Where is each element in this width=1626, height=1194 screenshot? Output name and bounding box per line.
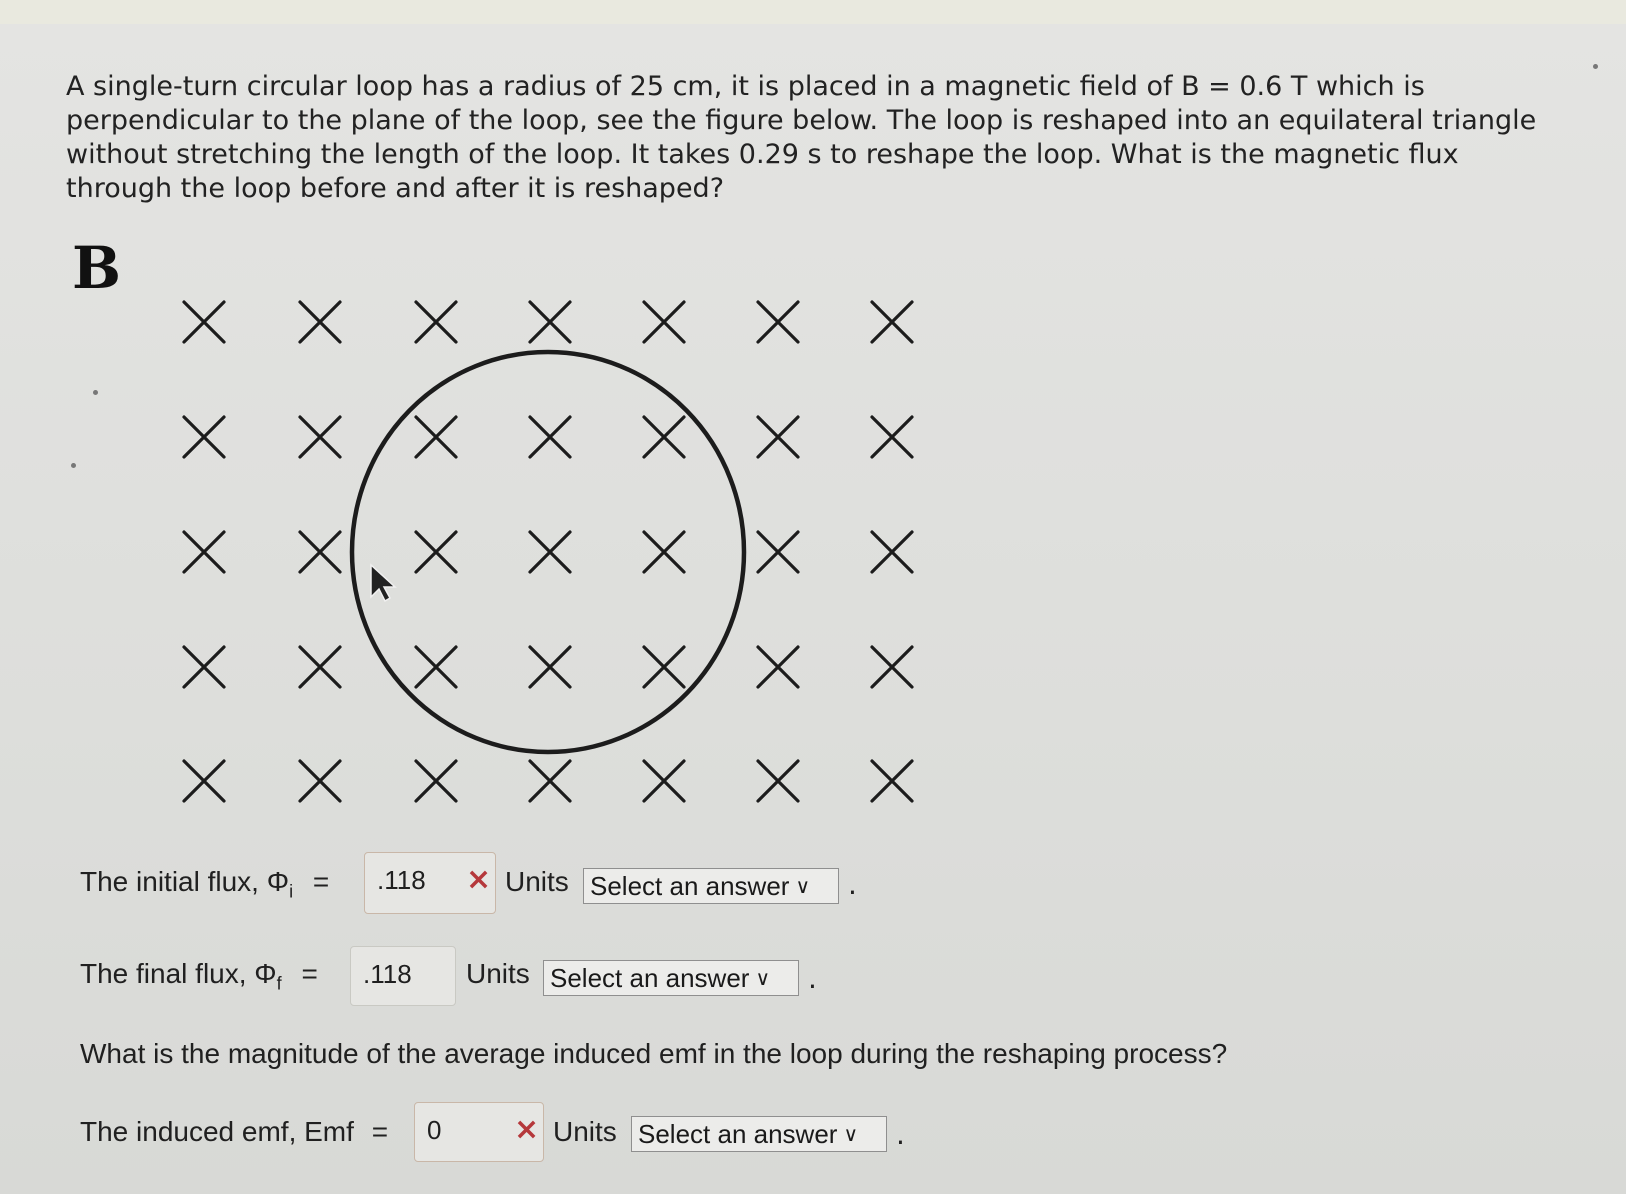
induced-emf-period: .	[896, 1118, 905, 1151]
initial-flux-units-label: Units	[505, 866, 569, 897]
field-cross-icon	[644, 302, 684, 342]
field-cross-icon	[644, 532, 684, 572]
final-flux-input[interactable]	[350, 946, 456, 1006]
field-cross-icon	[872, 647, 912, 687]
field-cross-icon	[872, 761, 912, 801]
field-cross-icon	[416, 761, 456, 801]
final-flux-label	[80, 958, 318, 995]
field-cross-icon	[530, 761, 570, 801]
field-cross-icon	[644, 647, 684, 687]
field-cross-icon	[644, 761, 684, 801]
field-cross-icon	[300, 761, 340, 801]
field-label-b: B	[72, 234, 122, 302]
field-cross-icon	[416, 302, 456, 342]
field-cross-icon	[300, 302, 340, 342]
field-cross-icon	[184, 761, 224, 801]
initial-flux-equals: =	[312, 866, 330, 897]
mouse-cursor-icon	[371, 565, 395, 601]
field-cross-icon	[872, 417, 912, 457]
initial-flux-units-select[interactable]	[583, 868, 839, 904]
question-text: A single-turn circular loop has a radius of 25 cm, it is placed in a magnetic field of B = 0.6 T which is perpendicular to the plane of the loop, see the figure below. The loop is reshaped into an equilateral triangle without stretching the length of the loop. It takes 0.29 s to reshape the loop. What is the magnetic flux through the loop before and after it is reshaped?	[66, 71, 1537, 204]
induced-emf-units-select[interactable]	[631, 1116, 887, 1152]
field-cross-icon	[530, 302, 570, 342]
final-flux-units-select[interactable]	[543, 960, 799, 996]
field-cross-icon	[184, 647, 224, 687]
field-cross-icon	[300, 532, 340, 572]
field-cross-icon	[416, 647, 456, 687]
final-flux-label-text: The final flux, Φ	[80, 958, 277, 989]
field-cross-icon	[758, 302, 798, 342]
initial-flux-label	[80, 866, 329, 903]
field-cross-icon	[758, 417, 798, 457]
field-cross-icon	[872, 532, 912, 572]
induced-emf-value: 0	[427, 1115, 442, 1145]
induced-emf-incorrect-icon: ×	[514, 1112, 540, 1147]
induced-emf-equals: =	[371, 1116, 389, 1147]
field-cross-icon	[530, 647, 570, 687]
field-cross-icon	[644, 417, 684, 457]
initial-flux-value: .118	[377, 865, 426, 895]
field-cross-icon	[872, 302, 912, 342]
final-flux-value: .118	[363, 959, 412, 989]
chevron-down-icon: ∨	[755, 968, 771, 990]
induced-emf-label-text: The induced emf, Emf	[80, 1116, 354, 1147]
stray-mark	[93, 390, 98, 395]
induced-emf-label	[80, 1116, 388, 1148]
field-cross-icon	[300, 647, 340, 687]
field-cross-icon	[416, 417, 456, 457]
field-cross-icon	[300, 417, 340, 457]
initial-flux-incorrect-icon: ×	[466, 862, 492, 897]
stray-mark	[71, 463, 76, 468]
field-cross-icon	[416, 532, 456, 572]
emf-question: What is the magnitude of the average induced emf in the loop during the reshaping process?	[80, 1038, 1228, 1069]
field-cross-icon	[758, 761, 798, 801]
final-flux-select-text: Select an answer	[550, 963, 750, 993]
field-cross-icon	[758, 647, 798, 687]
final-flux-period: .	[808, 962, 817, 995]
field-cross-icon	[530, 417, 570, 457]
initial-flux-select-text: Select an answer	[590, 871, 790, 901]
chevron-down-icon: ∨	[795, 876, 811, 898]
field-cross-icon	[184, 417, 224, 457]
chevron-down-icon: ∨	[843, 1124, 859, 1146]
field-cross-icon	[530, 532, 570, 572]
field-cross-icon	[758, 532, 798, 572]
initial-flux-label-text: The initial flux, Φ	[80, 866, 290, 897]
stray-mark	[1593, 64, 1598, 69]
initial-flux-subscript: i	[289, 881, 294, 902]
field-cross-icon	[184, 532, 224, 572]
induced-emf-units-label: Units	[553, 1116, 617, 1147]
final-flux-equals: =	[301, 958, 318, 989]
field-cross-icon	[184, 302, 224, 342]
initial-flux-period: .	[848, 868, 857, 901]
final-flux-subscript: f	[276, 973, 282, 994]
induced-emf-select-text: Select an answer	[638, 1119, 838, 1149]
final-flux-units-label: Units	[466, 958, 530, 989]
